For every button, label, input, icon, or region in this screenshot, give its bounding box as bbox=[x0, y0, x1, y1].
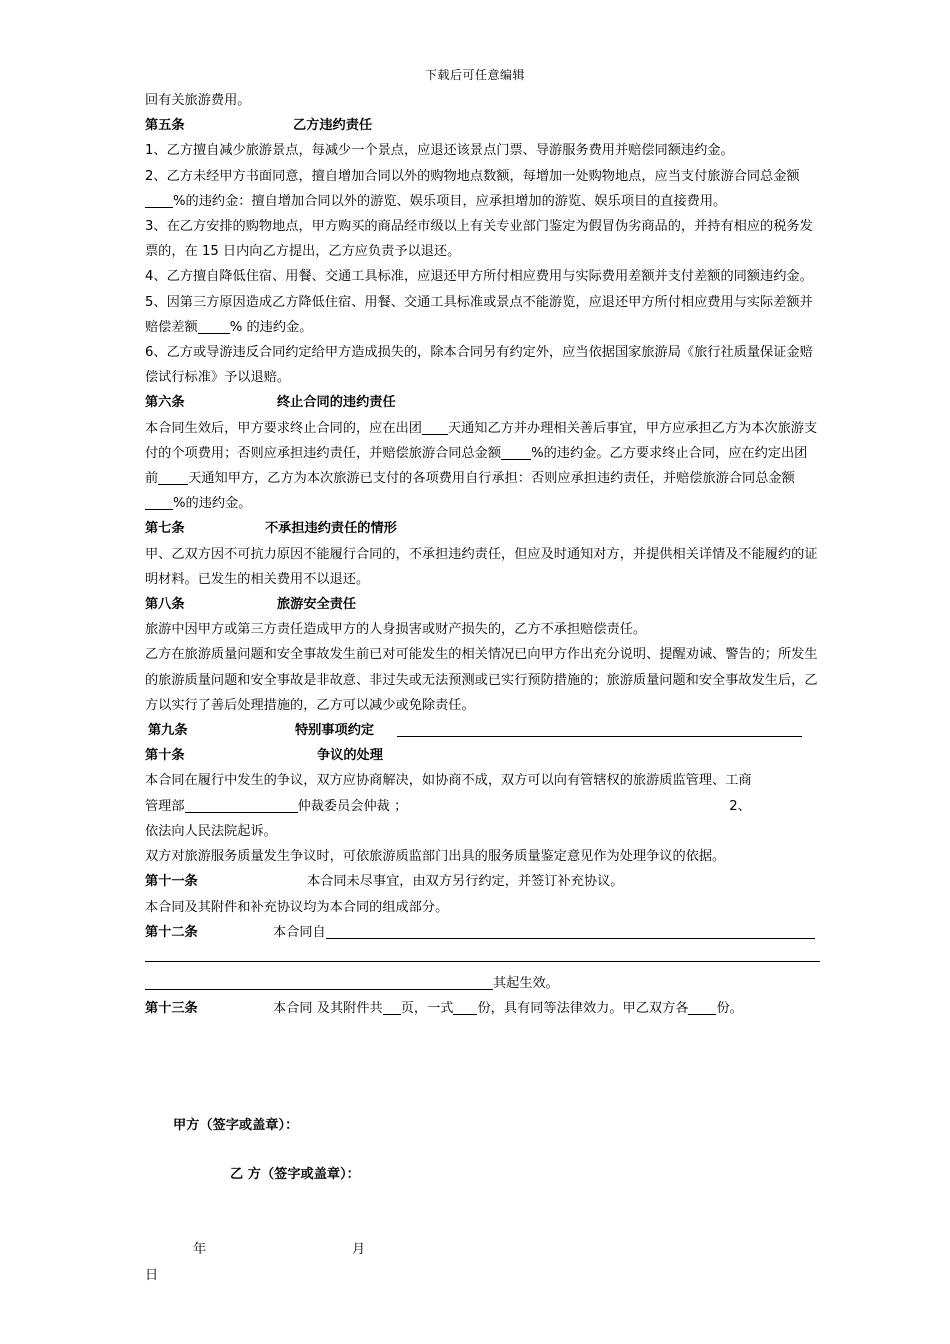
clause-text: 天通知乙方并办理相关善后事宜，甲方应承担乙方为本次旅游支付的个项费用；否则应承担违约责任，并赔偿旅游合同总金额 bbox=[145, 420, 818, 461]
item-text: % 的违约金。 bbox=[229, 319, 313, 335]
section-number: 第十条 bbox=[145, 748, 185, 764]
section-number: 第五条 bbox=[145, 118, 185, 134]
section-12-end bbox=[145, 971, 820, 996]
item-text: %的违约金：擅自增加合同以外的游览、娱乐项目，应承担增加的游览、娱乐项目的直接费用。 bbox=[173, 193, 727, 209]
section-5-item-4: 4、乙方擅自降低住宿、用餐、交通工具标准，应退还甲方所付相应费用与实际费用差额并支付差额的同额违约金。 bbox=[145, 269, 813, 285]
section-10-heading bbox=[145, 743, 820, 768]
clause-text: 2、 bbox=[729, 798, 751, 814]
percent-blank[interactable] bbox=[198, 318, 230, 334]
section-7-heading bbox=[145, 516, 820, 541]
date-month: 月 bbox=[352, 1242, 366, 1257]
copies-blank[interactable] bbox=[453, 999, 477, 1015]
section-10-text-2 bbox=[145, 794, 820, 819]
section-title: 终止合同的违约责任 bbox=[277, 395, 396, 411]
clause-text: 天通知甲方，乙方为本次旅游已支付的各项费用自行承担：否则应承担违约责任，并赔偿旅游合同总金额 bbox=[188, 471, 795, 487]
section-title: 旅游安全责任 bbox=[277, 597, 357, 613]
clause-text: 份。 bbox=[716, 1001, 743, 1017]
section-number: 第六条 bbox=[145, 395, 185, 411]
copies-each-blank[interactable] bbox=[688, 999, 716, 1015]
effective-date-blank-end[interactable] bbox=[145, 974, 493, 990]
section-5-heading bbox=[145, 113, 820, 138]
section-5-item-1: 1、乙方擅自减少旅游景点，每减少一个景点，应退还该景点门票、导游服务费用并赔偿同额违约金。 bbox=[145, 143, 734, 159]
section-number: 第七条 bbox=[145, 521, 185, 537]
section-title: 本合同未尽事宜，由双方另行约定，并签订补充协议。 bbox=[307, 874, 624, 890]
section-10-text-1: 本合同在履行中发生的争议，双方应协商解决，如协商不成，双方可以向有管辖权的旅游质监管理、工商 bbox=[145, 773, 752, 789]
party-a-signature: 甲方（签字或盖章）： bbox=[173, 1118, 299, 1133]
date-day: 日 bbox=[145, 1268, 159, 1283]
section-title: 乙方违约责任 bbox=[293, 118, 373, 134]
section-7-text: 甲、乙双方因不可抗力原因不能履行合同的，不承担违约责任，但应及时通知对方，并提供相关详情及不能履约的证明材料。已发生的相关费用不以退还。 bbox=[145, 546, 818, 587]
section-12-heading bbox=[145, 920, 820, 945]
effective-date-blank-line[interactable] bbox=[145, 945, 820, 962]
section-5-item-5 bbox=[145, 290, 820, 340]
clause-text: %的违约金。 bbox=[173, 496, 252, 512]
contract-body bbox=[145, 88, 820, 1021]
percent-blank[interactable] bbox=[145, 192, 173, 208]
clause-text: 仲裁委员会仲裁 ； bbox=[297, 798, 408, 814]
days-blank[interactable] bbox=[422, 419, 448, 435]
section-number: 第八条 bbox=[145, 597, 185, 613]
section-6-text bbox=[145, 416, 820, 517]
section-title: 争议的处理 bbox=[317, 748, 383, 764]
pages-blank[interactable] bbox=[383, 999, 401, 1015]
clause-text: %的违约金。乙方要求终止合同，应在约定出团前 bbox=[145, 445, 808, 487]
item-text: 2、乙方未经甲方书面同意，擅自增加合同以外的购物地点数额，每增加一处购物地点，应当支付旅游合同总金额 bbox=[145, 168, 800, 184]
date-year: 年 bbox=[193, 1242, 207, 1257]
section-10-text-4: 双方对旅游服务质量发生争议时，可依旅游质监部门出具的服务质量鉴定意见作为处理争议的依据。 bbox=[145, 849, 726, 865]
section-5-item-2 bbox=[145, 164, 820, 214]
days-blank[interactable] bbox=[158, 469, 188, 485]
clause-text: 管理部 bbox=[145, 798, 185, 814]
section-title: 不承担违约责任的情形 bbox=[265, 521, 397, 537]
percent-blank[interactable] bbox=[501, 444, 531, 460]
clause-text: 本合同 及其附件共 bbox=[273, 1001, 383, 1017]
section-title: 特别事项约定 bbox=[295, 723, 375, 739]
section-5-item-6: 6、乙方或导游违反合同约定给甲方造成损失的，除本合同另有约定外，应当依据国家旅游局《旅行社质量保证金赔偿试行标准》予以退赔。 bbox=[145, 345, 813, 386]
clause-text: 本合同生效后，甲方要求终止合同的，应在出团 bbox=[145, 420, 422, 436]
section-9-heading bbox=[145, 718, 820, 743]
section-8-text-1: 旅游中因甲方或第三方责任造成甲方的人身损害或财产损失的，乙方不承担赔偿责任。 bbox=[145, 622, 647, 638]
item-text: 5、因第三方原因造成乙方降低住宿、用餐、交通工具标准或景点不能游览，应退还甲方所付相应费用与实际差额并赔偿差额 bbox=[145, 294, 813, 335]
intro-line: 回有关旅游费用。 bbox=[145, 93, 251, 108]
arbitration-commission-blank[interactable] bbox=[185, 797, 298, 813]
section-11-text: 本合同及其附件和补充协议均为本合同的组成部分。 bbox=[145, 899, 449, 915]
party-b-signature: 乙 方（签字或盖章）： bbox=[230, 1167, 360, 1182]
section-number: 第九条 bbox=[148, 723, 188, 739]
special-terms-blank[interactable] bbox=[397, 721, 802, 737]
clause-text: 本合同自 bbox=[273, 924, 326, 940]
section-number: 第十一条 bbox=[145, 874, 198, 890]
clause-text: 页，一式 bbox=[400, 1001, 454, 1017]
percent-blank[interactable] bbox=[145, 494, 173, 510]
section-13-heading bbox=[145, 996, 820, 1021]
section-11-heading bbox=[145, 869, 820, 894]
page-header: 下载后可任意编辑 bbox=[424, 68, 525, 82]
section-8-text-2: 乙方在旅游质量问题和安全事故发生前已对可能发生的相关情况已向甲方作出充分说明、提醒劝诫、警告的；所发生的旅游质量问题和安全事故是非故意、非过失或无法预测或已实行预防措施的；旅游质量问题和安全事故发生后，乙方以实行了善后处理措施的，乙方可以减少或免除责任。 bbox=[145, 647, 818, 713]
section-10-text-3: 依法向人民法院起诉。 bbox=[145, 823, 277, 839]
clause-text: 份，具有同等法律效力。甲乙双方各 bbox=[477, 1001, 689, 1017]
section-number: 第十三条 bbox=[145, 1001, 198, 1017]
section-6-heading bbox=[145, 390, 820, 415]
section-5-item-3: 3、在乙方安排的购物地点，甲方购买的商品经市级以上有关专业部门鉴定为假冒伪劣商品的，并持有相应的税务发票的，在 15 日内向乙方提出，乙方应负责予以退还。 bbox=[145, 219, 813, 260]
clause-text: 其起生效。 bbox=[493, 975, 559, 991]
effective-date-blank[interactable] bbox=[326, 923, 815, 939]
section-number: 第十二条 bbox=[145, 924, 198, 940]
section-8-heading bbox=[145, 592, 820, 617]
